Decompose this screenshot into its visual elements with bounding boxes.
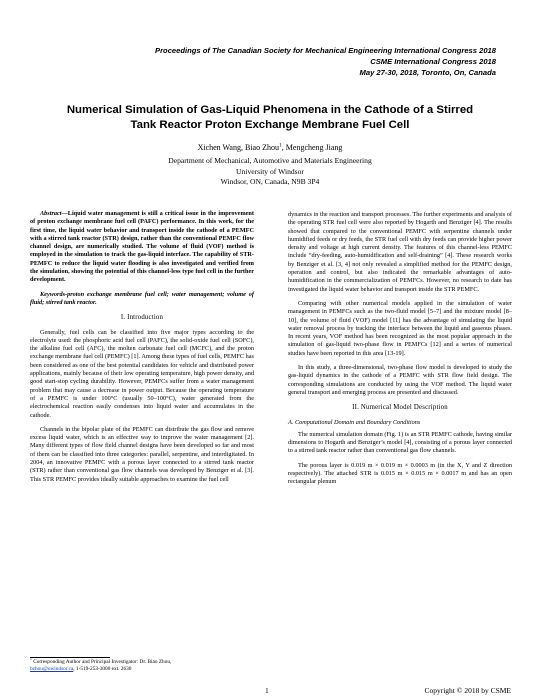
abstract bbox=[30, 210, 254, 285]
right-column bbox=[288, 211, 512, 493]
left-column bbox=[30, 210, 254, 490]
footnote-phone: , 1-519-253-3000 ext. 2630 bbox=[73, 666, 132, 672]
footnote-divider bbox=[30, 657, 110, 658]
abstract-label: Abstract bbox=[40, 210, 62, 217]
header-line-1: Proceedings of The Canadian Society for Mechanical Engineering International Congress 2018 bbox=[155, 46, 496, 55]
section-heading-introduction: I. Introduction bbox=[120, 314, 164, 322]
intro-paragraph-3: dynamics in the reaction and transport processes. The further experiments and analysis of the operating STR fuel cell were also reported by Hogarth and Benziger [4]. The results showed that compared to the conventional PEMFC with serpentine channels under humidified feeds or dry feeds, the STR fuel cell with dry feeds can provide higher power density and voltage at high current density. The features of this channel-less PEMFC include “dry-feeding, auto-humidification and self-draining” [4]. These research works by Benziger et al. [3, 4] not only revealed a simplified method for the PEMFC design, operation and control, but also indicated the remarkable advantages of auto-humidification in the commercialization of PEMFCs. However, no research to date has investigated the liquid water behavior and transport inside the STR PEMFC. bbox=[288, 211, 512, 293]
header-line-2: CSME International Congress 2018 bbox=[370, 57, 496, 66]
author-names-rest: , Mengcheng Jiang bbox=[281, 143, 343, 152]
footnote-text: Corresponding Author and Principal Investigator: Dr. Biao Zhou, bbox=[33, 659, 172, 665]
subsection-heading-domain: A. Computational Domain and Boundary Conditions bbox=[288, 418, 421, 426]
footnote bbox=[30, 659, 270, 673]
title-line-2: Tank Reactor Proton Exchange Membrane Fuel Cell bbox=[130, 119, 410, 131]
keywords: Keywords-proton exchange membrane fuel cell; water management; volume of fluid; stirred tank reactor. bbox=[30, 290, 254, 306]
header-line-3: May 27-30, 2018, Toronto, On, Canada bbox=[359, 68, 496, 77]
footnote-email-link[interactable]: bzhou@uwindsor.ca bbox=[30, 666, 74, 672]
intro-paragraph-2: Channels in the bipolar plate of the PEMFC can distribute the gas flow and remove excess liquid water, which is an effective way to improve the water management [2]. Many different types of flow field channel designs have been developed so far and most of them can be classified into three categories: parallel, serpentine, and interdigitated. In 2004, an innovative PEMFC with a porous layer connected to a stirred tank reactor (STR) rather than conventional gas flow channels was developed by Benziger et al. [3]. This STR PEMFC provides ideally suitable approaches to examine the fuel cell bbox=[30, 425, 254, 483]
author-block bbox=[40, 143, 500, 188]
page-number: 1 bbox=[265, 686, 269, 695]
intro-paragraph-1: Generally, fuel cells can be classified into five major types according to the electrolyte used: the phosphoric acid fuel cell (PAFC), the solid-oxide fuel cell (SOFC), the alkaline fuel cell (AFC), the molten carbonate fuel cell (MCFC), and the proton exchange membrane fuel cell (PEMFC) [1]. Among these types of fuel cells, PEMFC has been considered as one of the best potential candidates for vehicle and distributed power applications, mainly because of their low operating temperature, high power density, and good start-stop cycling durability. However, PEMFCs suffer from a water management problem that may cause a decrease in power output. Because the operating temperature of a PEMFC is under 100°C (usually 50–100°C), water generated from the electrochemical reaction easily condenses into liquid water and accumulates in the cathode. bbox=[30, 328, 254, 419]
author-names-first: Xichen Wang, Biao Zhou bbox=[197, 143, 279, 152]
author-address: Windsor, ON, Canada, N9B 3P4 bbox=[220, 177, 320, 187]
copyright-notice: Copyright © 2018 by CSME bbox=[424, 686, 511, 695]
paper-title bbox=[40, 103, 500, 133]
intro-paragraph-5: In this study, a three-dimensional, two-phase flow model is developed to study the gas-liquid dynamics in the cathode of a PEMFC with STR flow field design. The corresponding simulations are conducted by using the VOF method. The liquid water general transport and emerging process are presented and discussed. bbox=[288, 364, 512, 396]
abstract-text: —Liquid water management is still a critical issue in the improvement of proton exchange membrane fuel cell (PAFC) performance. In this work, for the first time, the liquid water behavior and transport inside the cathode of a PEMFC with a stirred tank reactor (STR) design, rather than the conventional PEMFC flow channel design, are numerically studied. The volume of fluid (VOF) method is employed in the simulation to track the gas-liquid interface. The capability of STR-PEMFC to reduce the liquid water flooding is also investigated and verified from the simulation, showing the potential of this channel-less type fuel cell in the further development. bbox=[30, 210, 254, 284]
conference-header bbox=[76, 45, 496, 78]
model-paragraph-2: The porous layer is 0.019 m × 0.019 m × 0.0003 m (in the X, Y and Z direction respectively). The attached STR is 0.015 m × 0.015 m × 0.0017 m and has an open rectangular plenum bbox=[288, 461, 512, 486]
title-line-1: Numerical Simulation of Gas-Liquid Phenomena in the Cathode of a Stirred bbox=[66, 104, 474, 116]
author-footnote-mark: 1 bbox=[278, 142, 282, 149]
section-heading-model: II. Numerical Model Description bbox=[352, 404, 448, 412]
intro-paragraph-4: Comparing with other numerical models applied in the simulation of water management in PEMFCs such as the two-fluid model [5–7] and the mixture model [8–10], the volume of fluid (VOF) model [11] has the advantage of simulating the liquid water removal process by tracking the interface between the liquid and gaseous phases. In recent years, VOF method has been recognized as the most popular approach in the simulation of gas-liquid two-phase flow in PEMFCs [12] and a series of numerical studies have been reported in this area [13-19]. bbox=[288, 299, 512, 357]
model-paragraph-1: The numerical simulation domain (Fig. 1) is an STR PEMFC cathode, having similar dimensions to Hogarth and Benziger’s model [4], consisting of a porous layer connected to a stirred tank reactor rather than conventional gas flow channels. bbox=[288, 430, 512, 455]
author-university: University of Windsor bbox=[236, 166, 304, 176]
author-names bbox=[40, 143, 500, 153]
author-department: Department of Mechanical, Automotive and Materials Engineering bbox=[168, 156, 372, 166]
footnote-mark: 1 bbox=[30, 657, 32, 662]
